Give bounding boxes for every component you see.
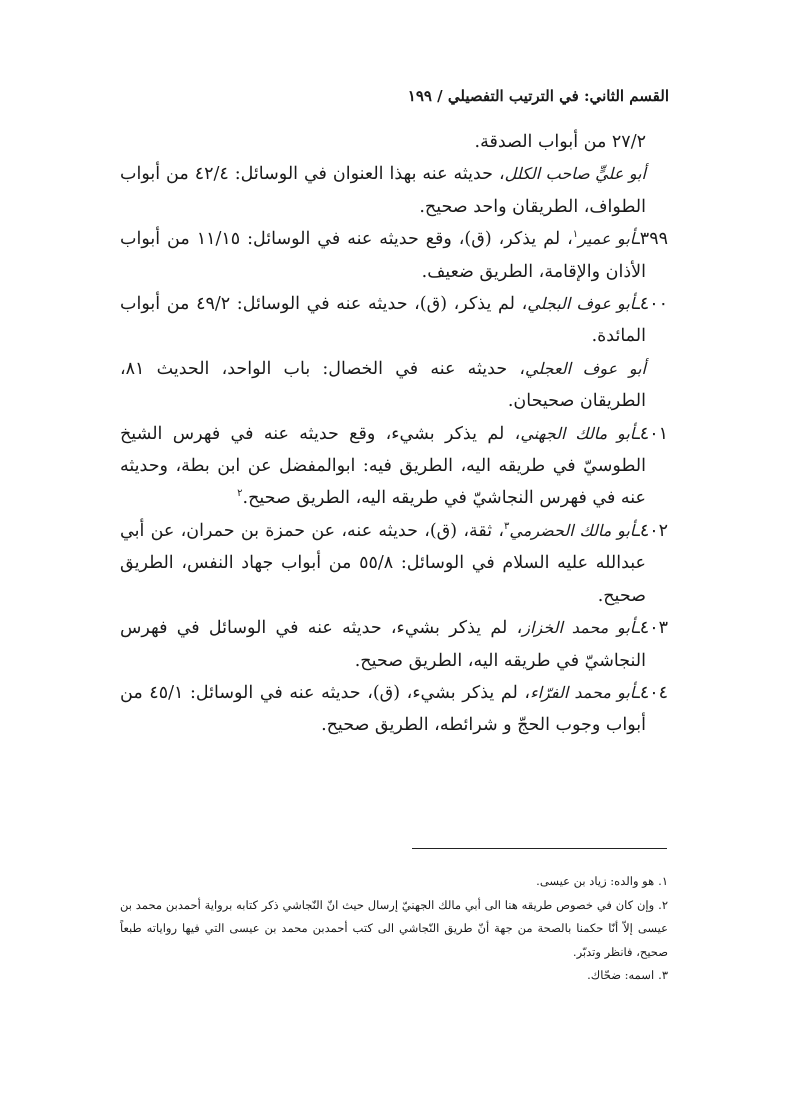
footnote-number: ٣.: [658, 968, 668, 982]
entry-number: ٤٠٠ـ: [634, 294, 668, 315]
footnote-ref: ٣: [504, 521, 510, 533]
narrator-name: أبو محمد الخزاز: [522, 618, 635, 638]
footnote-ref: ٢: [237, 488, 243, 500]
entry-399: ٣٩٩ـأبو عمير$^١$، لم يذكر، (ق)، وقع حديثه عنه في الوسائل: ١١/١٥ من أبواب الأذان والإقامة، الطريق ضعيف.: [120, 229, 668, 282]
footnotes: [120, 870, 668, 988]
footnote: ٢.وإن كان في خصوص طريقه هنا الى أبي مالك الجهنيّ إرسال حيث انّ النّجاشي ذكر كتابه برواية أحمدبن محمد بن عيسى إلاّ أنّا حكمنا بالصحة من جهة أنّ طريق النّجاشي الى كتب أحمدبن محمد بن عيسى التي فيها رواياته طبعاً صحيح، فانظر وتدبّر.: [120, 897, 668, 959]
footnote-number: ١.: [658, 874, 668, 888]
entry-404: ٤٠٤ـأبو محمد الفرّاء، لم يذكر بشيء، (ق)، حديثه عنه في الوسائل: ٤٥/١ من أبواب وجوب الحجّ و شرائطه، الطريق صحيح.: [120, 682, 669, 736]
footnote-separator: [412, 848, 667, 849]
entry-number: ٤٠١ـ: [634, 423, 668, 444]
entry-number: ٤٠٤ـ: [634, 682, 669, 703]
entry-continuation: ٢٧/٢ من أبواب الصدقة.: [474, 132, 646, 152]
footnote: ١.هو والده: زياد بن عيسى.: [536, 874, 668, 888]
entry-number: ٤٠٣ـ: [634, 618, 668, 639]
narrator-name: أبو محمد الفرّاء: [530, 682, 635, 702]
entry-variant: أبو عليٍّ صاحب الكلل، حديثه عنه بهذا العنوان في الوسائل: ٤٢/٤ من أبواب الطواف، الطريقان واحد صحيح.: [120, 164, 646, 217]
narrator-name: أبو عمير: [578, 229, 635, 249]
footnote: ٣.اسمه: ضحّاك.: [587, 968, 668, 982]
narrator-name: أبو مالك الجهني: [520, 423, 635, 443]
running-header: القسم الثاني: في الترتيب التفصيلي / ١٩٩: [407, 87, 669, 105]
narrator-name: أبو عليٍّ صاحب الكلل: [504, 164, 646, 184]
entry-number: ٣٩٩ـ: [634, 229, 668, 250]
footnote-ref: ١: [572, 229, 579, 241]
footnote-number: ٢.: [658, 897, 668, 912]
entry-401: ٤٠١ـأبو مالك الجهني، لم يذكر بشيء، وقع حديثه عنه في فهرس الشيخ الطوسيّ في طريقه اليه، الطريق فيه: ابوالمفضل عن ابن بطة، وحديثه عنه في فهرس النجاشيّ في طريقه اليه، الطريق صحيح.$^٢$: [120, 423, 668, 509]
entry-403: ٤٠٣ـأبو محمد الخزاز، لم يذكر بشيء، حديثه عنه في الوسائل في فهرس النجاشيّ في طريقه اليه، الطريق صحيح.: [120, 618, 668, 671]
entry-variant: أبو عوف العجلي، حديثه عنه في الخصال: باب الواحد، الحديث ٨١، الطريقان صحيحان.: [120, 358, 647, 412]
entry-number: ٤٠٢ـ: [634, 520, 669, 541]
narrator-name: أبو عوف العجلي: [525, 358, 647, 378]
main-text: [120, 126, 668, 742]
entry-400: ٤٠٠ـأبو عوف البجلي، لم يذكر، (ق)، حديثه عنه في الوسائل: ٤٩/٢ من أبواب المائدة.: [120, 294, 668, 347]
narrator-name: أبو عوف البجلي: [527, 294, 635, 314]
narrator-name: أبو مالك الحضرمي: [509, 520, 635, 540]
entry-402: ٤٠٢ـأبو مالك الحضرمي$^٣$، ثقة، (ق)، حديثه عنه، عن حمزة بن حمران، عن أبي عبدالله عليه السلام في الوسائل: ٥٥/٨ من أبواب جهاد النفس، الطريق صحيح.: [120, 520, 669, 606]
